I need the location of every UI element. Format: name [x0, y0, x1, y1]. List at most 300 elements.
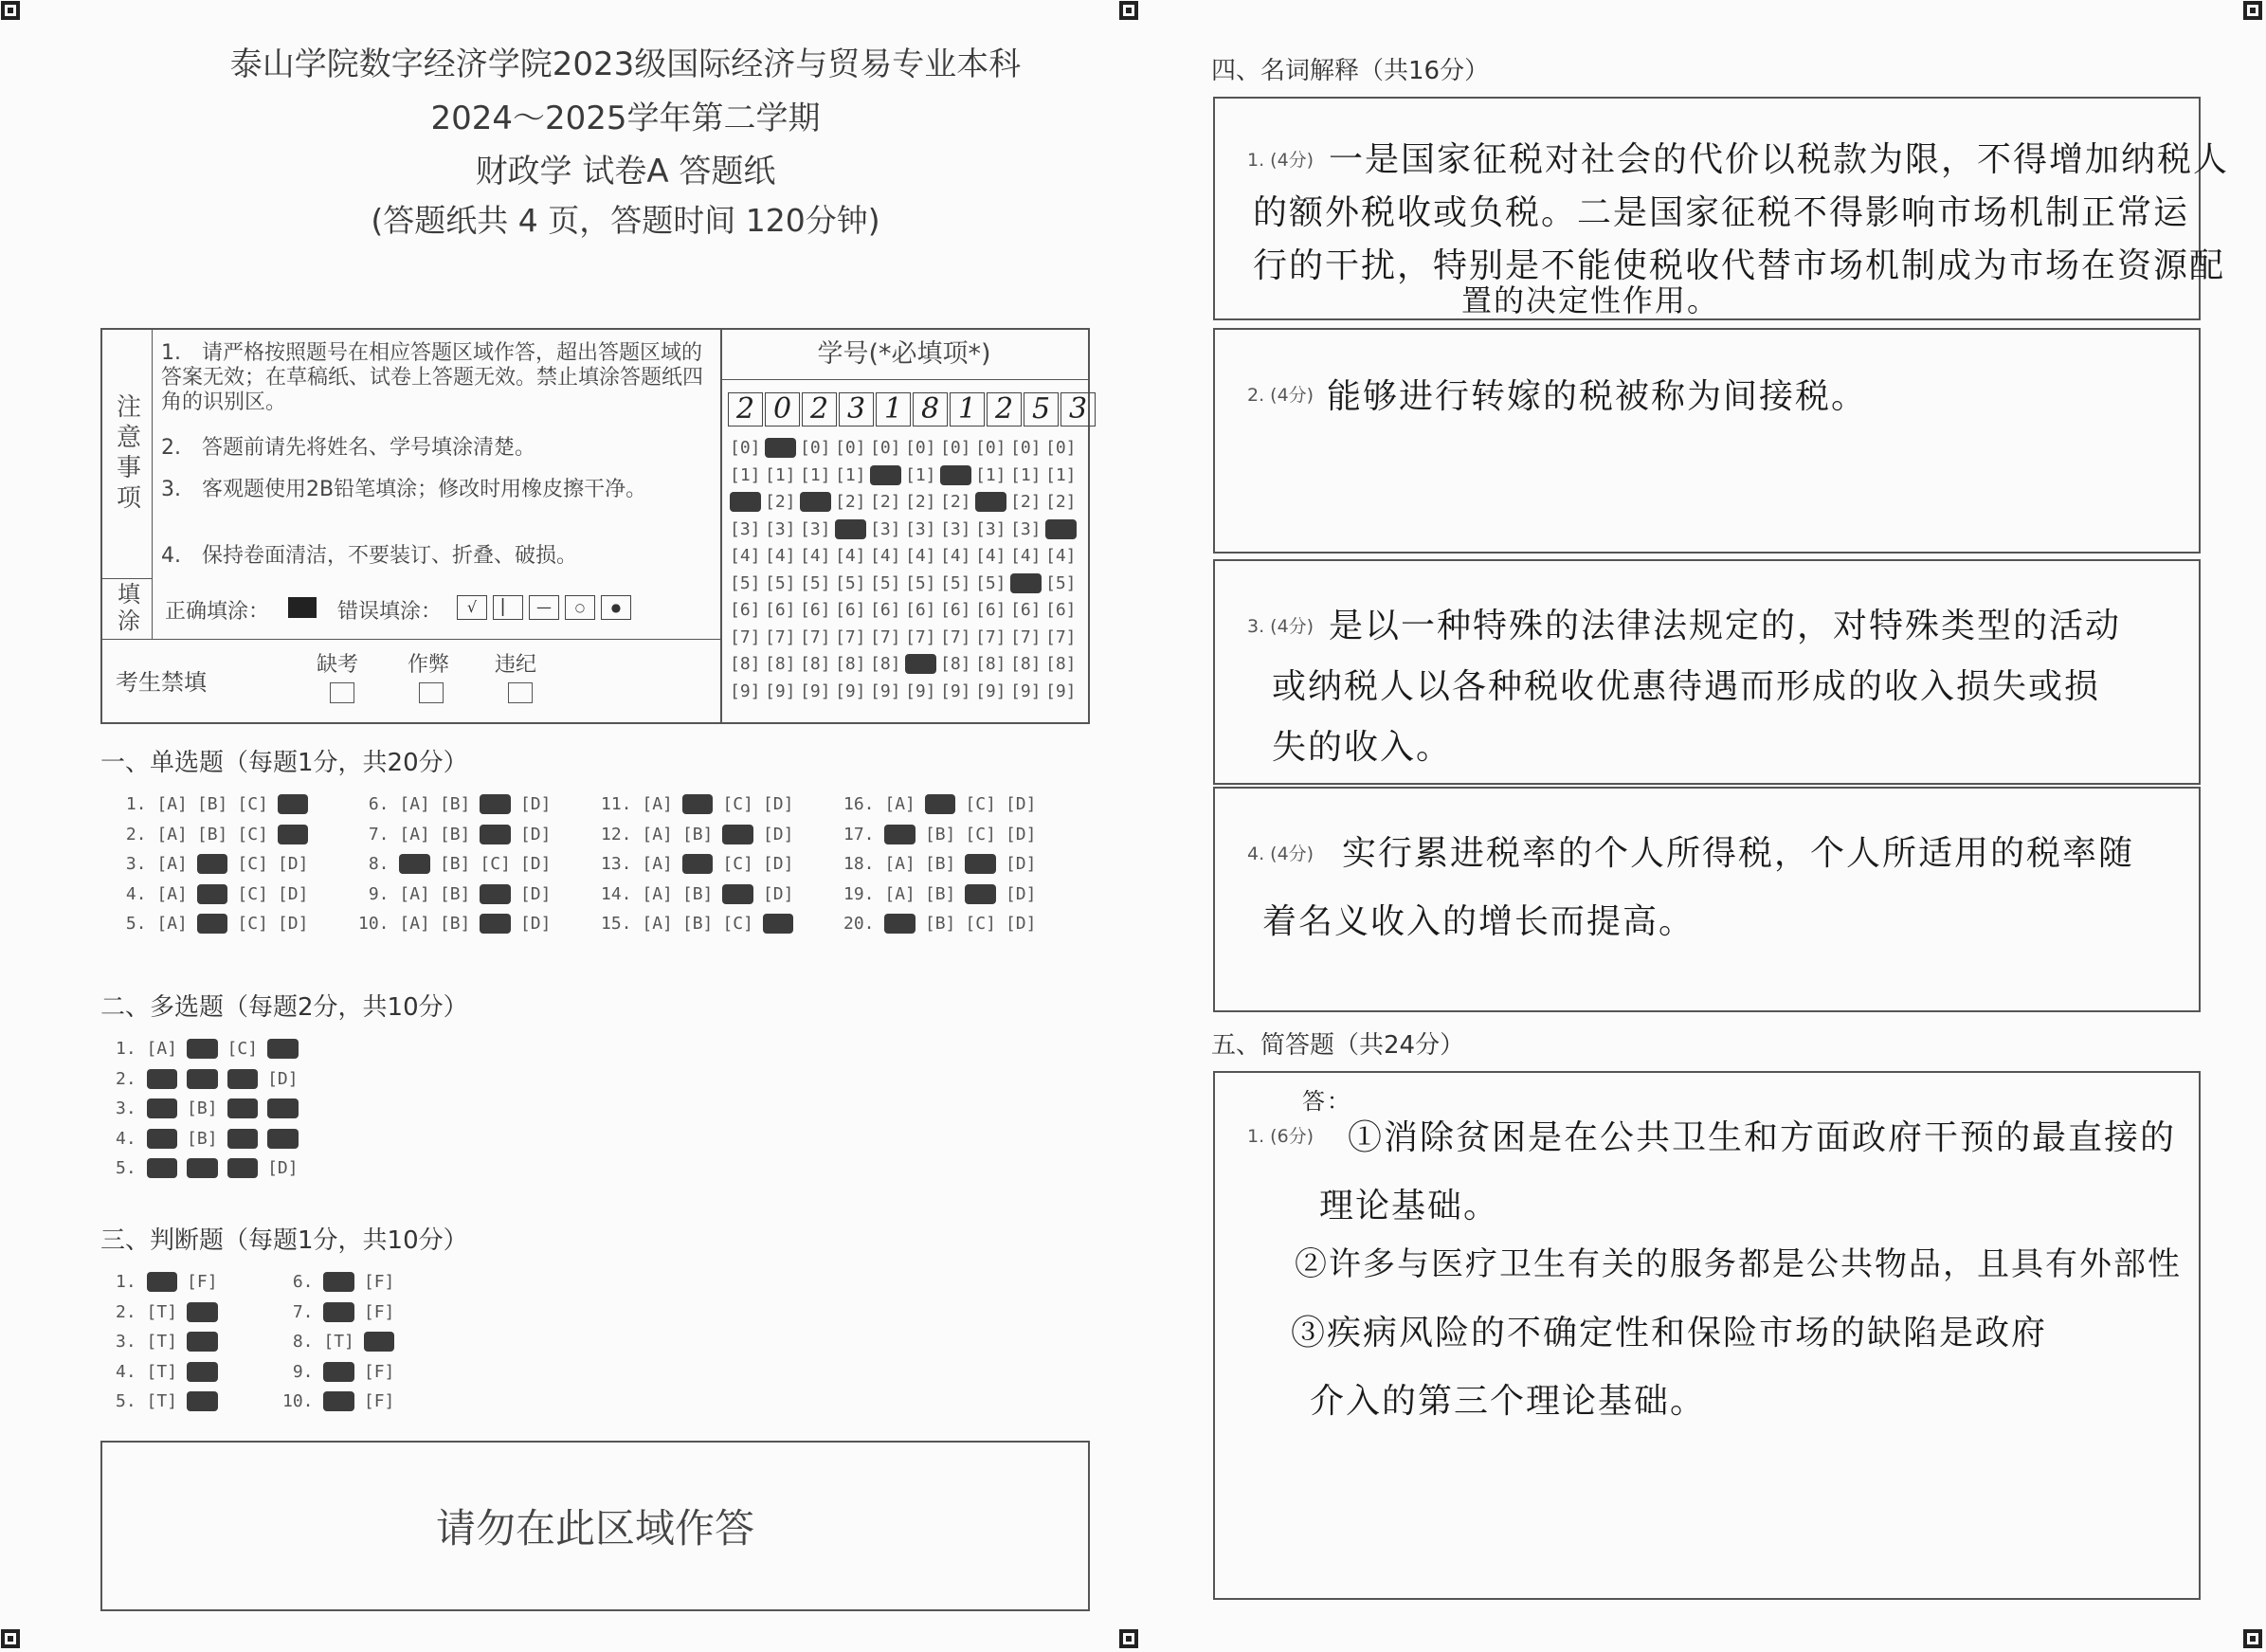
option-bubble[interactable]: [T]	[146, 1391, 178, 1411]
option-bubble[interactable]: [A]	[156, 824, 188, 844]
option-bubble[interactable]: [B]	[439, 914, 471, 934]
student-id-bubble[interactable]: [8]	[975, 654, 1006, 674]
fill-example-row	[152, 578, 720, 640]
student-id-bubble[interactable]	[1045, 519, 1077, 539]
student-id-bubble[interactable]: [9]	[940, 681, 971, 701]
answer-box-4-3[interactable]	[1213, 559, 2201, 785]
answer-box-5-1[interactable]	[1213, 1071, 2201, 1600]
option-bubble[interactable]: [F]	[363, 1272, 395, 1292]
question-number: 4.	[116, 1361, 147, 1382]
option-bubble[interactable]: [D]	[267, 1068, 299, 1089]
section-4-title: 四、名词解释（共16分）	[1211, 57, 1490, 85]
option-bubble[interactable]: [A]	[399, 914, 430, 934]
option-bubble[interactable]: [C]	[965, 914, 996, 934]
student-id-bubble[interactable]: [5]	[975, 572, 1006, 593]
option-bubble[interactable]: [F]	[187, 1272, 218, 1292]
question-number: 8.	[282, 1332, 324, 1352]
handwritten-line: 着名义收入的增长而提高。	[1262, 902, 1695, 941]
student-id-bubble[interactable]: [7]	[1010, 626, 1042, 647]
option-bubble[interactable]	[399, 854, 430, 874]
absent-label: 缺考	[317, 653, 359, 677]
true-false-question	[282, 1362, 404, 1382]
student-id-bubble[interactable]: [2]	[835, 492, 866, 512]
true-false-question	[282, 1302, 404, 1322]
student-id-bubble[interactable]: [0]	[870, 438, 901, 458]
student-id-bubble[interactable]: [6]	[835, 600, 866, 620]
student-id-bubble[interactable]: [4]	[1045, 546, 1077, 566]
question-number: 4. (4分)	[1247, 844, 1314, 864]
option-bubble[interactable]: [B]	[924, 883, 956, 904]
student-id-bubble[interactable]: [9]	[835, 681, 866, 701]
option-bubble[interactable]: [D]	[267, 1158, 299, 1178]
option-bubble[interactable]: [T]	[146, 1361, 178, 1382]
student-id-bubble[interactable]: [7]	[870, 626, 901, 647]
student-id-bubble[interactable]: [0]	[800, 438, 831, 458]
student-id-digit: 0	[765, 392, 800, 427]
option-bubble[interactable]	[187, 1362, 218, 1382]
student-id-bubble[interactable]: [7]	[940, 626, 971, 647]
option-bubble[interactable]	[187, 1158, 218, 1178]
single-choice-question	[116, 825, 317, 844]
single-choice-question	[358, 884, 560, 904]
option-bubble[interactable]: [D]	[277, 883, 309, 904]
student-id-bubble[interactable]: [1]	[1045, 464, 1077, 485]
true-false-question	[282, 1332, 404, 1352]
single-choice-question	[358, 794, 560, 814]
question-number: 11.	[601, 794, 643, 814]
student-id-bubble[interactable]	[1010, 573, 1042, 593]
student-id-bubble[interactable]: [9]	[870, 681, 901, 701]
handwritten-line: ①消除贫困是在公共卫生和方面政府干预的最直接的	[1348, 1118, 2177, 1157]
question-number: 18.	[843, 854, 885, 874]
handwritten-line: 一是国家征税对社会的代价以税款为限，不得增加纳税人	[1329, 140, 2230, 179]
option-bubble[interactable]: [B]	[439, 854, 471, 874]
student-id-bubble[interactable]: [5]	[870, 572, 901, 593]
student-id-bubble[interactable]: [6]	[940, 600, 971, 620]
student-id-bubble[interactable]	[940, 465, 971, 485]
option-bubble[interactable]: [D]	[762, 854, 794, 874]
corner-marker-bottom-center	[1118, 1628, 1139, 1649]
student-id-bubble[interactable]	[730, 492, 761, 512]
answer-box-4-2[interactable]	[1213, 328, 2201, 554]
option-bubble[interactable]: [D]	[762, 824, 794, 844]
student-id-bubble[interactable]: [1]	[765, 464, 796, 485]
student-id-bubble[interactable]: [7]	[835, 626, 866, 647]
option-bubble[interactable]: [A]	[642, 854, 673, 874]
question-number: 14.	[601, 883, 643, 904]
question-number: 9.	[358, 883, 400, 904]
question-number: 1. (6分)	[1247, 1126, 1314, 1147]
wrong-fill-sample-circle: ○	[565, 595, 595, 620]
answer-box-4-1[interactable]	[1213, 97, 2230, 320]
option-bubble[interactable]: [B]	[681, 914, 714, 934]
option-bubble[interactable]: [A]	[884, 854, 915, 874]
student-id-bubble[interactable]: [0]	[975, 438, 1006, 458]
option-bubble[interactable]: [C]	[722, 854, 753, 874]
student-id-bubble[interactable]: [3]	[1010, 518, 1042, 539]
student-id-bubble[interactable]: [1]	[975, 464, 1006, 485]
question-number: 15.	[601, 914, 643, 934]
option-bubble[interactable]	[278, 825, 309, 844]
student-id-bubble[interactable]: [6]	[1045, 600, 1077, 620]
question-number: 10.	[358, 914, 400, 934]
question-number: 6.	[358, 794, 400, 814]
option-bubble[interactable]	[323, 1362, 354, 1382]
option-bubble[interactable]	[884, 914, 915, 934]
student-id-bubble[interactable]: [2]	[870, 492, 901, 512]
student-id-bubble[interactable]: [0]	[905, 438, 936, 458]
option-bubble[interactable]	[147, 1129, 178, 1149]
handwritten-line: 或纳税人以各种税收优惠待遇而形成的收入损失或损	[1272, 667, 2101, 706]
option-bubble[interactable]: [D]	[519, 914, 552, 934]
option-bubble[interactable]	[267, 1098, 299, 1118]
student-id-bubble[interactable]: [2]	[1045, 492, 1077, 512]
student-id-bubble[interactable]: [5]	[765, 572, 796, 593]
option-bubble[interactable]: [D]	[519, 854, 552, 874]
student-id-bubble[interactable]: [0]	[730, 438, 761, 458]
option-bubble[interactable]: [T]	[146, 1332, 178, 1352]
student-id-bubble[interactable]: [4]	[1010, 546, 1042, 566]
option-bubble[interactable]	[682, 854, 714, 874]
student-id-bubble[interactable]	[975, 492, 1006, 512]
option-bubble[interactable]: [D]	[1005, 883, 1037, 904]
student-id-bubble[interactable]: [1]	[1010, 464, 1042, 485]
notice-item-3: 3. 客观题使用2B铅笔填涂；修改时用橡皮擦干净。	[161, 478, 647, 501]
option-bubble[interactable]: [A]	[156, 794, 188, 814]
multi-choice-question	[116, 1158, 308, 1178]
option-bubble[interactable]	[197, 884, 228, 904]
option-bubble[interactable]: [A]	[156, 883, 188, 904]
student-id-digit: 8	[913, 392, 948, 427]
student-id-bubble[interactable]: [6]	[1010, 600, 1042, 620]
option-bubble[interactable]: [C]	[480, 854, 511, 874]
student-id-bubble[interactable]: [8]	[1045, 654, 1077, 674]
option-bubble[interactable]: [A]	[884, 883, 915, 904]
option-bubble[interactable]: [B]	[924, 824, 956, 844]
student-id-bubble[interactable]: [6]	[905, 600, 936, 620]
question-number: 7.	[282, 1301, 324, 1322]
student-id-bubble[interactable]: [5]	[940, 572, 971, 593]
option-bubble[interactable]: [B]	[924, 854, 956, 874]
student-id-bubble[interactable]: [5]	[835, 572, 866, 593]
student-id-bubble[interactable]: [6]	[975, 600, 1006, 620]
option-bubble[interactable]	[147, 1069, 178, 1089]
student-id-bubble[interactable]: [8]	[1010, 654, 1042, 674]
option-bubble[interactable]	[147, 1272, 178, 1292]
student-id-bubble[interactable]: [5]	[905, 572, 936, 593]
option-bubble[interactable]: [A]	[642, 883, 673, 904]
option-bubble[interactable]	[965, 884, 996, 904]
option-bubble[interactable]: [B]	[439, 794, 471, 814]
student-id-bubble[interactable]: [4]	[800, 546, 831, 566]
option-bubble[interactable]	[323, 1272, 354, 1292]
question-number: 3. (4分)	[1247, 616, 1314, 637]
multi-choice-question	[116, 1039, 308, 1059]
option-bubble[interactable]: [D]	[762, 794, 794, 814]
student-id-bubble[interactable]: [9]	[800, 681, 831, 701]
option-bubble[interactable]: [A]	[156, 914, 188, 934]
student-id-bubble[interactable]: [4]	[940, 546, 971, 566]
option-bubble[interactable]	[187, 1069, 218, 1089]
option-bubble[interactable]	[187, 1039, 218, 1059]
option-bubble[interactable]	[480, 884, 511, 904]
answer-box-4-4[interactable]	[1213, 787, 2201, 1012]
student-id-bubble[interactable]	[905, 654, 936, 674]
option-bubble[interactable]	[884, 825, 915, 844]
student-id-bubble[interactable]: [4]	[975, 546, 1006, 566]
option-bubble[interactable]	[227, 1158, 259, 1178]
option-bubble[interactable]	[187, 1302, 218, 1322]
option-bubble[interactable]: [D]	[1005, 794, 1037, 814]
student-id-bubble[interactable]: [4]	[765, 546, 796, 566]
student-id-bubble[interactable]: [8]	[730, 654, 761, 674]
option-bubble[interactable]: [D]	[1005, 914, 1037, 934]
option-bubble[interactable]	[278, 794, 309, 814]
violation-checkbox[interactable]	[508, 682, 533, 703]
corner-marker-bottom-left	[0, 1628, 21, 1649]
option-bubble[interactable]	[187, 1332, 218, 1352]
student-id-bubble[interactable]: [0]	[1045, 438, 1077, 458]
student-id-bubble[interactable]: [2]	[905, 492, 936, 512]
student-id-bubble[interactable]: [7]	[1045, 626, 1077, 647]
option-bubble[interactable]	[722, 825, 753, 844]
option-bubble[interactable]: [C]	[965, 794, 996, 814]
option-bubble[interactable]: [A]	[642, 824, 673, 844]
student-id-bubble[interactable]: [1]	[800, 464, 831, 485]
student-id-bubble[interactable]: [1]	[905, 464, 936, 485]
student-id-bubble[interactable]: [0]	[1010, 438, 1042, 458]
option-bubble[interactable]	[480, 825, 511, 844]
student-id-bubble[interactable]: [9]	[975, 681, 1006, 701]
option-bubble[interactable]: [C]	[237, 824, 268, 844]
option-bubble[interactable]: [D]	[519, 883, 552, 904]
student-id-bubble[interactable]: [8]	[835, 654, 866, 674]
student-id-bubble[interactable]: [9]	[765, 681, 796, 701]
wrong-fill-sample-dot: ●	[601, 595, 631, 620]
student-id-bubble[interactable]: [2]	[940, 492, 971, 512]
option-bubble[interactable]: [B]	[439, 883, 471, 904]
option-bubble[interactable]: [B]	[196, 824, 228, 844]
option-bubble[interactable]: [D]	[762, 883, 794, 904]
option-bubble[interactable]: [F]	[363, 1361, 395, 1382]
student-id-bubble[interactable]: [6]	[765, 600, 796, 620]
student-id-bubble[interactable]: [8]	[765, 654, 796, 674]
student-id-bubble[interactable]: [1]	[835, 464, 866, 485]
option-bubble[interactable]	[267, 1129, 299, 1149]
handwritten-line: 行的干扰，特别是不能使税收代替市场机制成为市场在资源配	[1253, 246, 2226, 285]
student-id-bubble[interactable]: [3]	[940, 518, 971, 539]
single-choice-question	[116, 914, 317, 934]
exam-title-line-4: (答题纸共 4 页，答题时间 120分钟)	[371, 202, 880, 239]
option-bubble[interactable]	[227, 1129, 259, 1149]
student-id-bubble[interactable]: [1]	[730, 464, 761, 485]
option-bubble[interactable]: [D]	[1005, 824, 1037, 844]
option-bubble[interactable]: [F]	[363, 1391, 395, 1411]
option-bubble[interactable]: [B]	[196, 794, 228, 814]
student-id-bubble[interactable]: [0]	[940, 438, 971, 458]
option-bubble[interactable]: [B]	[439, 824, 471, 844]
question-number: 4.	[116, 883, 157, 904]
handwritten-line: 是以一种特殊的法律法规定的，对特殊类型的活动	[1329, 607, 2122, 645]
option-bubble[interactable]: [D]	[519, 824, 552, 844]
corner-marker-bottom-right	[2242, 1628, 2263, 1649]
option-bubble[interactable]: [B]	[187, 1128, 218, 1149]
student-id-bubble[interactable]	[835, 519, 866, 539]
student-id-bubble[interactable]: [7]	[765, 626, 796, 647]
student-id-bubble[interactable]: [5]	[800, 572, 831, 593]
question-number: 12.	[601, 824, 643, 844]
option-bubble[interactable]: [C]	[722, 794, 753, 814]
option-bubble[interactable]	[364, 1332, 395, 1352]
single-choice-question	[116, 794, 317, 814]
question-number: 2.	[116, 1301, 147, 1322]
option-bubble[interactable]: [C]	[227, 1039, 259, 1059]
notice-box	[100, 328, 1090, 724]
option-bubble[interactable]	[480, 914, 511, 934]
option-bubble[interactable]	[147, 1098, 178, 1118]
student-id-bubble[interactable]: [3]	[905, 518, 936, 539]
option-bubble[interactable]: [C]	[237, 914, 268, 934]
option-bubble[interactable]: [A]	[884, 794, 915, 814]
question-number: 4.	[116, 1128, 147, 1149]
student-id-bubble[interactable]: [3]	[800, 518, 831, 539]
option-bubble[interactable]: [F]	[363, 1301, 395, 1322]
option-bubble[interactable]: [C]	[237, 794, 268, 814]
option-bubble[interactable]: [C]	[237, 883, 268, 904]
option-bubble[interactable]: [C]	[722, 914, 753, 934]
single-choice-question	[116, 854, 317, 874]
option-bubble[interactable]: [B]	[681, 824, 714, 844]
option-bubble[interactable]: [T]	[323, 1332, 354, 1352]
student-id-bubble[interactable]: [2]	[1010, 492, 1042, 512]
option-bubble[interactable]	[227, 1069, 259, 1089]
student-id-bubble[interactable]: [4]	[905, 546, 936, 566]
option-bubble[interactable]: [D]	[1005, 854, 1037, 874]
student-id-bubble[interactable]	[870, 465, 901, 485]
student-id-bubble[interactable]: [4]	[870, 546, 901, 566]
wrong-fill-sample-bar: ▏	[493, 595, 523, 620]
option-bubble[interactable]: [A]	[399, 824, 430, 844]
wrong-fill-label: 错误填涂：	[337, 600, 443, 624]
option-bubble[interactable]: [A]	[399, 883, 430, 904]
student-id-bubble[interactable]: [8]	[940, 654, 971, 674]
notice-label: 注意事项	[102, 330, 153, 579]
option-bubble[interactable]: [B]	[187, 1098, 218, 1118]
option-bubble[interactable]	[197, 854, 228, 874]
student-id-bubble[interactable]: [9]	[1010, 681, 1042, 701]
student-id-bubble[interactable]	[765, 438, 796, 458]
option-bubble[interactable]: [A]	[156, 854, 188, 874]
question-number: 5.	[116, 914, 157, 934]
question-number: 5.	[116, 1158, 147, 1178]
option-bubble[interactable]	[682, 794, 714, 814]
option-bubble[interactable]	[267, 1039, 299, 1059]
student-id-digit: 2	[802, 392, 837, 427]
exam-title-line-3: 财政学 试卷A 答题纸	[475, 153, 776, 191]
student-id-digit: 1	[950, 392, 985, 427]
question-number: 19.	[843, 883, 885, 904]
option-bubble[interactable]: [C]	[965, 824, 996, 844]
handwritten-line: 介入的第三个理论基础。	[1310, 1382, 1707, 1421]
cheating-label: 作弊	[408, 653, 450, 677]
student-id-bubble[interactable]: [9]	[1045, 681, 1077, 701]
student-id-bubble[interactable]: [3]	[975, 518, 1006, 539]
option-bubble[interactable]	[965, 854, 996, 874]
student-id-bubble[interactable]: [5]	[730, 572, 761, 593]
option-bubble[interactable]: [A]	[146, 1039, 178, 1059]
absent-checkbox[interactable]	[330, 682, 354, 703]
student-id-bubble[interactable]: [3]	[730, 518, 761, 539]
student-id-bubble[interactable]: [6]	[870, 600, 901, 620]
handwritten-line: 实行累进税率的个人所得税，个人所适用的税率随	[1342, 834, 2135, 873]
option-bubble[interactable]	[480, 794, 511, 814]
student-id-bubble[interactable]: [7]	[905, 626, 936, 647]
student-id-bubble[interactable]: [2]	[765, 492, 796, 512]
option-bubble[interactable]	[187, 1391, 218, 1411]
student-id-bubble[interactable]	[800, 492, 831, 512]
handwritten-line: 理论基础。	[1319, 1187, 1500, 1225]
option-bubble[interactable]: [A]	[642, 914, 673, 934]
option-bubble[interactable]	[925, 794, 956, 814]
single-choice-question	[358, 825, 560, 844]
correct-fill-label: 正确填涂：	[165, 600, 270, 624]
student-id-bubble[interactable]: [7]	[730, 626, 761, 647]
student-id-bubble[interactable]: [9]	[730, 681, 761, 701]
option-bubble[interactable]	[323, 1302, 354, 1322]
student-id-bubble[interactable]: [9]	[905, 681, 936, 701]
student-id-bubble[interactable]: [7]	[975, 626, 1006, 647]
true-false-question	[116, 1391, 227, 1411]
option-bubble[interactable]	[722, 884, 753, 904]
student-id-bubble[interactable]: [6]	[800, 600, 831, 620]
student-id-bubble[interactable]: [5]	[1045, 572, 1077, 593]
student-id-digit: 1	[876, 392, 911, 427]
student-id-bubble[interactable]: [0]	[835, 438, 866, 458]
option-bubble[interactable]	[227, 1098, 259, 1118]
option-bubble[interactable]	[197, 914, 228, 934]
question-number: 3.	[116, 1332, 147, 1352]
answer-prefix: 答：	[1302, 1088, 1351, 1115]
option-bubble[interactable]: [B]	[681, 883, 714, 904]
option-bubble[interactable]: [A]	[642, 794, 673, 814]
student-id-bubble[interactable]: [4]	[835, 546, 866, 566]
option-bubble[interactable]: [T]	[146, 1301, 178, 1322]
option-bubble[interactable]: [D]	[277, 914, 309, 934]
true-false-question	[282, 1272, 404, 1292]
exam-title-line-1: 泰山学院数字经济学院2023级国际经济与贸易专业本科	[229, 45, 1022, 83]
option-bubble[interactable]: [D]	[277, 854, 309, 874]
student-id-bubble[interactable]: [8]	[800, 654, 831, 674]
student-id-bubble[interactable]: [8]	[870, 654, 901, 674]
student-id-bubble[interactable]: [4]	[730, 546, 761, 566]
section-3-title: 三、判断题（每题1分，共10分）	[100, 1226, 468, 1255]
option-bubble[interactable]: [B]	[924, 914, 956, 934]
option-bubble[interactable]: [A]	[399, 794, 430, 814]
true-false-question	[116, 1272, 227, 1292]
cheating-checkbox[interactable]	[419, 682, 444, 703]
violation-label: 违纪	[495, 653, 537, 677]
student-id-bubble[interactable]: [7]	[800, 626, 831, 647]
student-id-digit: 5	[1024, 392, 1059, 427]
student-id-bubble[interactable]: [3]	[870, 518, 901, 539]
option-bubble[interactable]	[147, 1158, 178, 1178]
option-bubble[interactable]	[323, 1391, 354, 1411]
student-id-bubble[interactable]: [3]	[765, 518, 796, 539]
option-bubble[interactable]: [D]	[519, 794, 552, 814]
option-bubble[interactable]	[763, 914, 794, 934]
option-bubble[interactable]: [C]	[237, 854, 268, 874]
student-id-bubble[interactable]: [6]	[730, 600, 761, 620]
